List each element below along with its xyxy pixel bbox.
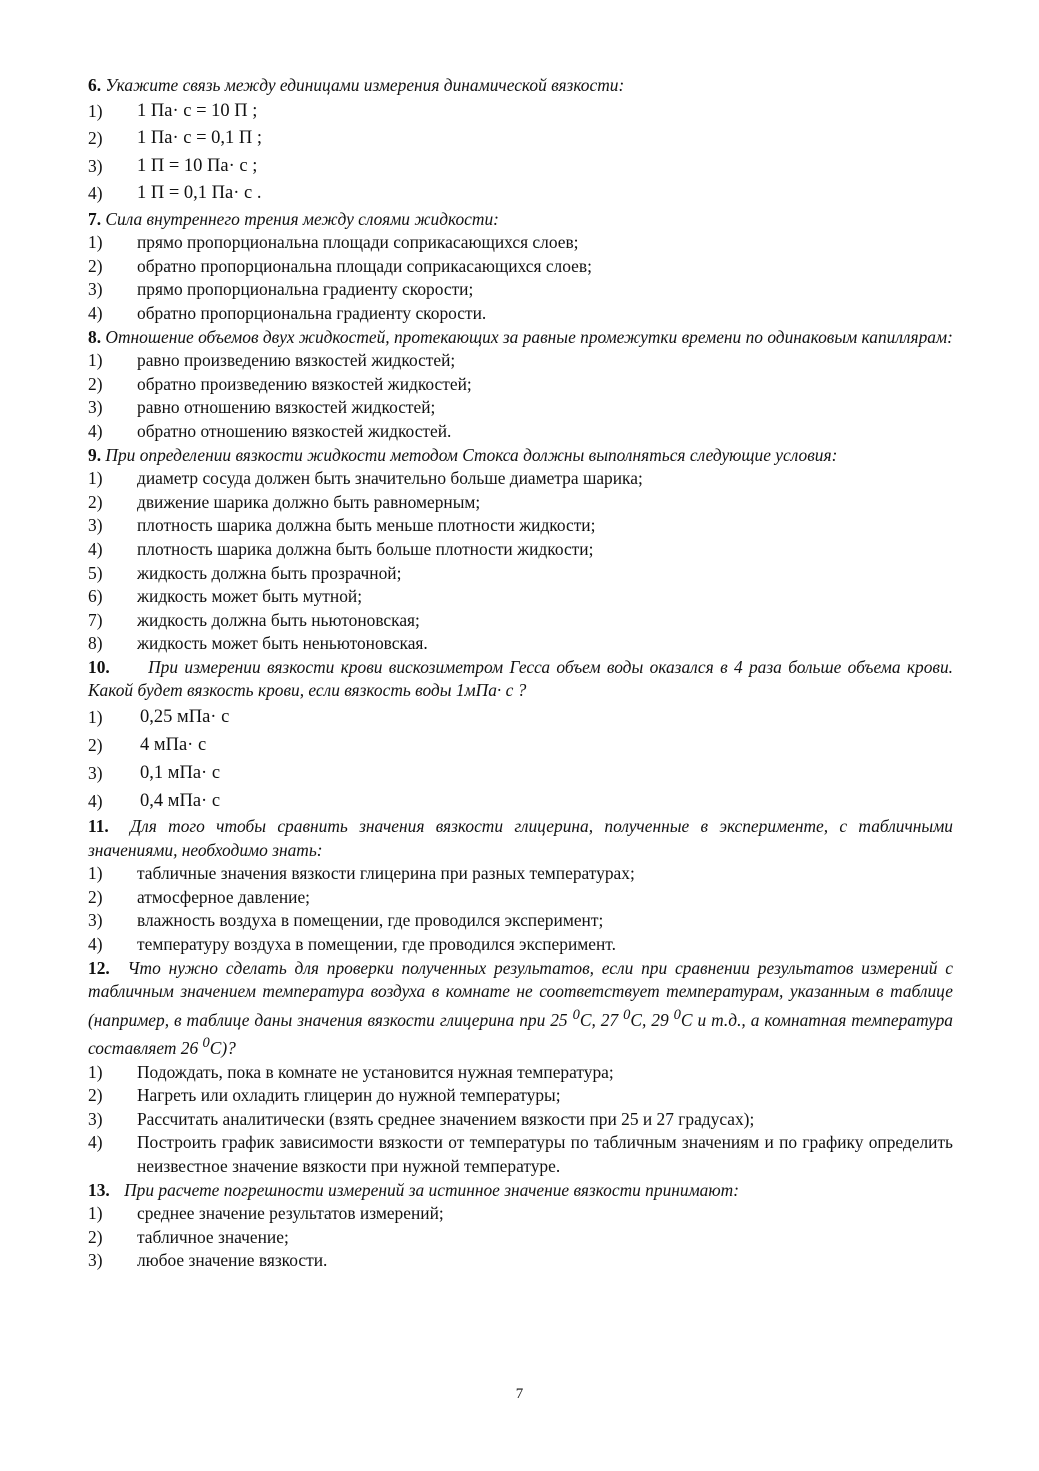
question-text: При определении вязкости жидкости методом Стокса должны выполняться следующие условия: [105, 444, 838, 465]
degree-superscript: 0 [202, 1035, 210, 1052]
option [88, 278, 953, 302]
option [88, 153, 953, 181]
option-number: 4) [88, 1132, 103, 1153]
option [88, 1202, 953, 1226]
option-number: 6) [88, 586, 103, 607]
option [88, 491, 953, 515]
option-text: влажность воздуха в помещении, где проводился эксперимент; [137, 910, 604, 931]
question-text [88, 958, 953, 1058]
option-number: 5) [88, 562, 103, 583]
question-number: 10. [88, 656, 110, 677]
option [88, 373, 953, 397]
option [88, 862, 953, 886]
option-number: 4) [88, 420, 103, 441]
option-text: движение шарика должно быть равномерным; [137, 491, 481, 512]
degree-superscript: 0 [673, 1006, 681, 1023]
option-text: обратно пропорциональна площади соприкасающихся слоев; [137, 255, 592, 276]
question-11 [88, 815, 953, 862]
option-number: 4) [88, 302, 103, 323]
option [88, 759, 953, 787]
option-text: среднее значение результатов измерений; [137, 1203, 444, 1224]
option-text: прямо пропорциональна площади соприкасающихся слоев; [137, 232, 579, 253]
option-number: 1) [88, 468, 103, 489]
question-text-part: Что нужно сделать для проверки полученных результатов, если при сравнении результатов измерений с табличным значением температура воздуха в комнате не соответствует температурам, указанным в таблице (например, в таблице даны значения вязкости глицерина при 25 [88, 957, 953, 1030]
option [88, 1108, 953, 1132]
page-number: 7 [515, 1386, 524, 1402]
question-number: 12. [88, 957, 110, 978]
option-number: 2) [88, 491, 103, 512]
option-number: 8) [88, 633, 103, 654]
option-text: Построить график зависимости вязкости от температуры по табличным значениям и по графику определить неизвестное значение вязкости при нужной температуре. [137, 1132, 953, 1176]
option-text: 1 П = 10 Па· с ; [137, 155, 258, 176]
question-number: 11. [88, 816, 109, 837]
question-text: При расчете погрешности измерений за истинное значение вязкости принимают: [124, 1179, 739, 1200]
option [88, 933, 953, 957]
option-number: 7) [88, 609, 103, 630]
document-page [88, 74, 953, 1273]
option-text: Нагреть или охладить глицерин до нужной температуры; [137, 1085, 561, 1106]
option [88, 731, 953, 759]
question-number: 7. [88, 208, 102, 229]
option-text: Подождать, пока в комнате не установится нужная температура; [137, 1061, 614, 1082]
option [88, 703, 953, 731]
question-text: При измерении вязкости крови вискозиметром Гесса объем воды оказался в 4 раза больше объема крови. Какой будет вязкость крови, если вязкость воды 1мПа· с ? [88, 656, 953, 701]
option-number: 1) [88, 350, 103, 371]
option [88, 1061, 953, 1085]
question-number: 9. [88, 444, 102, 465]
question-number: 6. [88, 75, 102, 95]
option-number: 2) [88, 886, 103, 907]
option [88, 562, 953, 586]
option [88, 420, 953, 444]
option [88, 886, 953, 910]
option [88, 1249, 953, 1273]
option [88, 302, 953, 326]
option-number: 1) [88, 1203, 103, 1224]
option [88, 255, 953, 279]
option-number: 3) [88, 910, 103, 931]
option [88, 1084, 953, 1108]
option-text: 4 мПа· с [140, 735, 207, 756]
option [88, 585, 953, 609]
option [88, 125, 953, 153]
option-number: 3) [88, 1250, 103, 1271]
option [88, 396, 953, 420]
question-number: 8. [88, 326, 102, 347]
option-text: 0,4 мПа· с [140, 791, 221, 812]
option [88, 349, 953, 373]
option-number: 4) [88, 934, 103, 955]
option-text: плотность шарика должна быть меньше плотности жидкости; [137, 515, 596, 536]
option-text: равно отношению вязкостей жидкостей; [137, 397, 436, 418]
option-text: 1 П = 0,1 Па· с . [137, 183, 262, 204]
option-number: 3) [88, 1108, 103, 1129]
option-text: температуру воздуха в помещении, где проводился эксперимент. [137, 934, 616, 955]
option-text: 1 Па· с = 10 П ; [137, 100, 258, 121]
option-number: 1) [88, 232, 103, 253]
option-text: обратно отношению вязкостей жидкостей. [137, 420, 452, 441]
option-text: жидкость должна быть ньютоновская; [137, 609, 420, 630]
option-text: прямо пропорциональна градиенту скорости; [137, 279, 474, 300]
question-text: Отношение объемов двух жидкостей, протекающих за равные промежутки времени по одинаковым капиллярам: [105, 326, 953, 347]
question-7 [88, 208, 953, 232]
option-text: табличные значения вязкости глицерина при разных температурах; [137, 863, 635, 884]
option-number: 4) [88, 183, 103, 204]
option-number: 1) [88, 100, 103, 121]
question-9 [88, 444, 953, 468]
question-text: Укажите связь между единицами измерения динамической вязкости: [105, 75, 625, 95]
option-number: 2) [88, 128, 103, 149]
question-6 [88, 74, 953, 98]
option-text: жидкость может быть неньютоновская. [137, 633, 428, 654]
option-number: 3) [88, 279, 103, 300]
option-text: табличное значение; [137, 1226, 289, 1247]
question-text-part: С, 27 [579, 1009, 624, 1030]
option [88, 180, 953, 208]
option-number: 2) [88, 1226, 103, 1247]
option-text: жидкость может быть мутной; [137, 586, 363, 607]
question-text: Для того чтобы сравнить значения вязкости глицерина, полученные в эксперименте, с табличными значениями, необходимо знать: [88, 816, 953, 860]
question-text-part: С)? [209, 1038, 236, 1058]
degree-superscript: 0 [623, 1006, 631, 1023]
option-text: 0,1 мПа· с [140, 763, 221, 784]
question-text: Сила внутреннего трения между слоями жидкости: [105, 208, 499, 229]
option-text: обратно пропорциональна градиенту скорости. [137, 302, 487, 323]
option-number: 1) [88, 707, 103, 728]
question-10 [88, 656, 953, 703]
option-text: обратно произведению вязкостей жидкостей; [137, 373, 472, 394]
option-text: атмосферное давление; [137, 886, 311, 907]
option-number: 3) [88, 515, 103, 536]
option [88, 514, 953, 538]
option-text: любое значение вязкости. [137, 1250, 328, 1271]
option-number: 4) [88, 538, 103, 559]
option [88, 467, 953, 491]
option-number: 2) [88, 373, 103, 394]
option [88, 1131, 953, 1178]
option-number: 2) [88, 735, 103, 756]
option [88, 909, 953, 933]
option-number: 2) [88, 255, 103, 276]
option [88, 1226, 953, 1250]
option-text: диаметр сосуда должен быть значительно больше диаметра шарика; [137, 468, 643, 489]
option [88, 98, 953, 126]
option [88, 632, 953, 656]
option [88, 538, 953, 562]
question-text-part: С, 29 [630, 1009, 674, 1030]
question-text-part: С и т.д., а комнатная температура составляет 26 [88, 1009, 953, 1058]
option-text: 1 Па· с = 0,1 П ; [137, 128, 263, 149]
question-13 [88, 1179, 953, 1203]
question-12 [88, 957, 953, 1061]
option-text: 0,25 мПа· с [140, 707, 230, 728]
option [88, 609, 953, 633]
option-text: равно произведению вязкостей жидкостей; [137, 350, 456, 371]
option-number: 4) [88, 791, 103, 812]
question-8 [88, 326, 953, 350]
option-text: плотность шарика должна быть больше плотности жидкости; [137, 538, 594, 559]
option-number: 3) [88, 763, 103, 784]
option-number: 2) [88, 1085, 103, 1106]
option-number: 3) [88, 397, 103, 418]
option-number: 1) [88, 1061, 103, 1082]
option-number: 3) [88, 155, 103, 176]
question-number: 13. [88, 1179, 110, 1200]
option [88, 787, 953, 815]
option-number: 1) [88, 863, 103, 884]
option [88, 231, 953, 255]
option-text: Рассчитать аналитически (взять среднее значением вязкости при 25 и 27 градусах); [137, 1108, 755, 1129]
degree-superscript: 0 [572, 1006, 580, 1023]
option-text: жидкость должна быть прозрачной; [137, 562, 402, 583]
